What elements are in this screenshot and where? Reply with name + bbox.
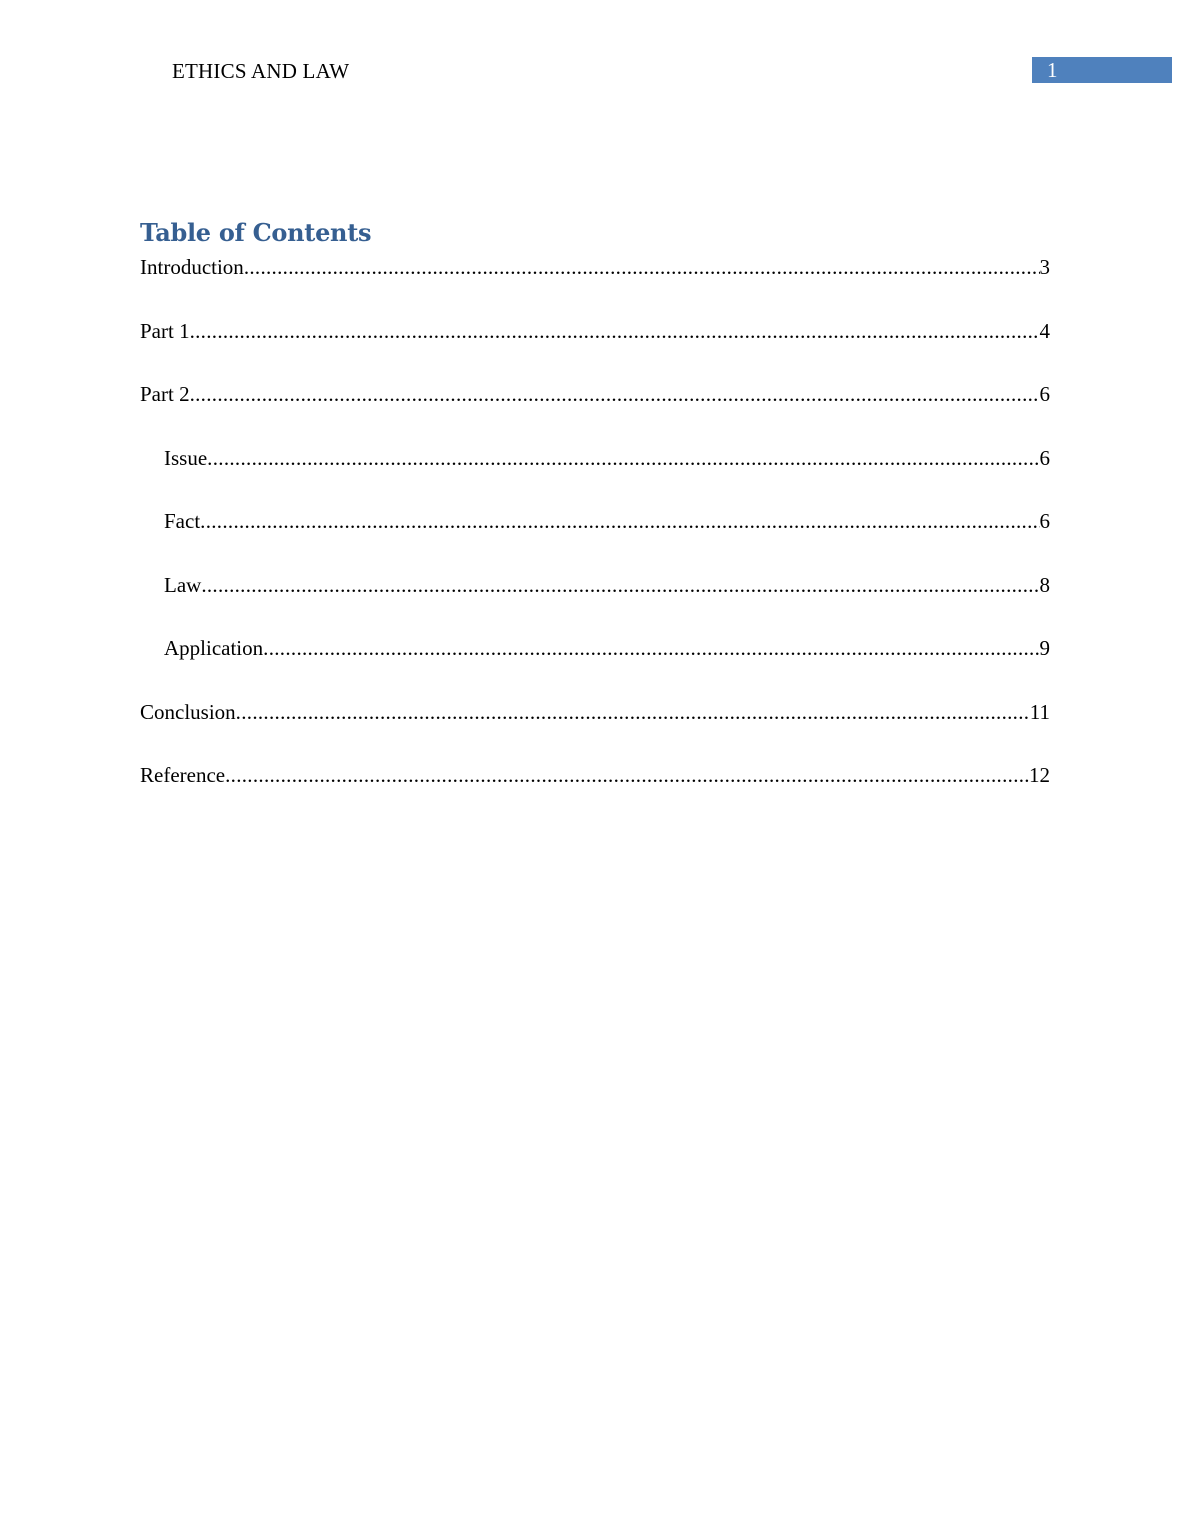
toc-entry-label: Issue xyxy=(164,445,208,470)
toc-entry-fact[interactable] xyxy=(140,506,1050,570)
toc-entry-page: 6 xyxy=(1039,509,1050,533)
page-number-box xyxy=(1032,57,1172,83)
toc-entry-label: Law xyxy=(164,572,202,597)
toc-dot-leader xyxy=(263,633,1039,663)
toc-dot-leader xyxy=(200,506,1039,536)
toc-entry-part-1[interactable] xyxy=(140,316,1050,380)
toc-entry-page: 4 xyxy=(1039,318,1050,343)
toc-entry-part-2[interactable] xyxy=(140,379,1050,443)
toc-dot-leader xyxy=(207,443,1039,473)
toc-dot-leader xyxy=(244,252,1040,282)
toc-entry-page: 6 xyxy=(1039,382,1050,406)
toc-entry-page: 3 xyxy=(1039,255,1050,279)
toc-entry-page: 12 xyxy=(1029,763,1050,787)
toc-entry-label: Fact xyxy=(164,509,201,533)
toc-dot-leader xyxy=(225,760,1029,790)
toc-entry-label: Introduction xyxy=(140,255,244,279)
toc-entry-application[interactable] xyxy=(140,633,1050,697)
toc-entry-reference[interactable] xyxy=(140,760,1050,824)
toc-entry-issue[interactable] xyxy=(140,443,1050,507)
toc-entry-conclusion[interactable] xyxy=(140,697,1050,761)
toc-entry-label: Application xyxy=(164,636,264,660)
toc-entry-law[interactable] xyxy=(140,570,1050,634)
toc-entry-introduction[interactable] xyxy=(140,252,1050,316)
toc-entry-page: 6 xyxy=(1039,445,1050,470)
toc-entry-label: Part 1 xyxy=(140,318,190,343)
toc-entry-page: 8 xyxy=(1039,572,1050,597)
toc-dot-leader xyxy=(236,697,1030,727)
toc-entry-page: 11 xyxy=(1029,699,1050,724)
running-header-title: ETHICS AND LAW xyxy=(172,59,350,83)
toc-heading: Table of Contents xyxy=(140,218,372,247)
page-number: 1 xyxy=(1047,58,1058,82)
toc-dot-leader xyxy=(190,379,1040,409)
toc-dot-leader xyxy=(190,316,1040,346)
toc-entry-label: Reference xyxy=(140,763,226,787)
toc-entry-label: Conclusion xyxy=(140,699,236,724)
toc-dot-leader xyxy=(201,570,1039,600)
toc-list xyxy=(140,252,1050,824)
toc-entry-label: Part 2 xyxy=(140,382,190,406)
toc-entry-page: 9 xyxy=(1039,636,1050,660)
